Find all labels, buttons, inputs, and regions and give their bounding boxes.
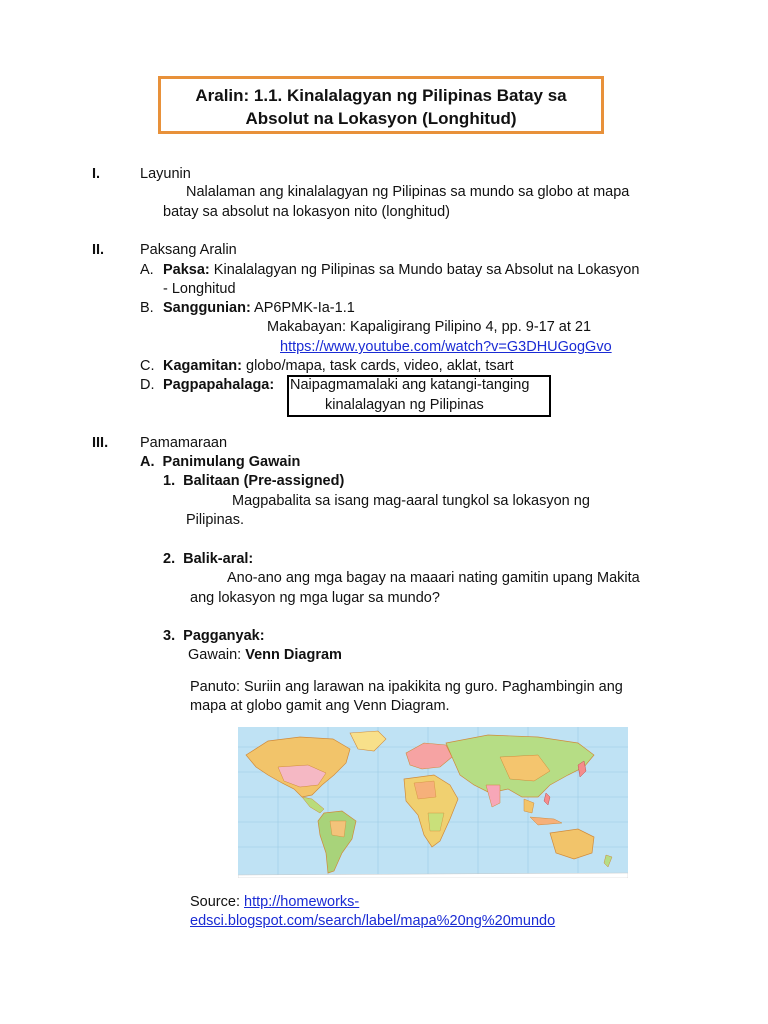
section1-text-line1: Nalalaman ang kinalalagyan ng Pilipinas sa mundo sa globo at mapa — [186, 184, 630, 200]
section2-b-row — [163, 299, 355, 317]
section3-heading: Pamamaraan — [140, 435, 228, 451]
source-label: Source: — [190, 894, 240, 910]
balitaan-text-line2: Pilipinas. — [186, 512, 245, 528]
paksa-text: Kinalalagyan ng Pilipinas sa Mundo batay sa Absolut na Lokasyon — [213, 262, 640, 278]
section2-heading: Paksang Aralin — [140, 242, 237, 258]
section2-c-row — [163, 357, 514, 375]
panimulang-gawain-heading: A. Panimulang Gawain — [140, 454, 301, 470]
paksa-label: Paksa: — [163, 262, 210, 278]
panuto-line2: mapa at globo gamit ang Venn Diagram. — [190, 698, 450, 714]
section1-heading: Layunin — [140, 166, 191, 182]
source-link-part2[interactable]: edsci.blogspot.com/search/label/mapa%20ng%20mundo — [190, 913, 556, 929]
balitaan-text-line1: Magpabalita sa isang mag-aaral tungkol sa lokasyon ng — [232, 493, 590, 509]
source-link-part1[interactable]: http://homeworks- — [244, 894, 360, 910]
section1-text-line2: batay sa absolut na lokasyon nito (longhitud) — [163, 204, 450, 220]
section2-numeral: II. — [92, 242, 105, 258]
pagpapahalaga-text: Naipagmamalaki ang katangi-tanging — [290, 377, 530, 393]
balitaan-heading: 1. Balitaan (Pre-assigned) — [163, 473, 345, 489]
sanggunian-label: Sanggunian: — [163, 300, 251, 316]
world-map-graphic — [238, 727, 628, 878]
lesson-title-box — [158, 76, 604, 134]
section3-numeral: III. — [92, 435, 109, 451]
section2-c-marker: C. — [140, 358, 155, 374]
gawain-row — [188, 646, 342, 664]
kagamitan-text: globo/mapa, task cards, video, aklat, tsart — [246, 358, 514, 374]
source-row — [190, 893, 359, 911]
section1-numeral: I. — [92, 166, 101, 182]
world-map-image — [238, 727, 628, 878]
pagpapahalaga-label: Pagpapahalaga: — [163, 377, 275, 393]
balik-aral-heading: 2. Balik-aral: — [163, 551, 254, 567]
section2-a-row — [163, 261, 639, 279]
section2-d-marker: D. — [140, 377, 155, 393]
section2-a-marker: A. — [140, 262, 154, 278]
kagamitan-label: Kagamitan: — [163, 358, 242, 374]
paksa-text-line2: - Longhitud — [163, 281, 236, 297]
section2-b-marker: B. — [140, 300, 154, 316]
pagganyak-heading: 3. Pagganyak: — [163, 628, 265, 644]
lesson-title-line2: Absolut na Lokasyon (Longhitud) — [245, 109, 517, 128]
sanggunian-code: AP6PMK-Ia-1.1 — [254, 300, 355, 316]
lesson-title-line1: Aralin: 1.1. Kinalalagyan ng Pilipinas Batay sa — [195, 86, 567, 105]
gawain-value: Venn Diagram — [245, 647, 342, 663]
balik-aral-text-line1: Ano-ano ang mga bagay na maaari nating gamitin upang Makita — [227, 570, 640, 586]
sanggunian-book: Makabayan: Kapaligirang Pilipino 4, pp. 9-17 at 21 — [267, 319, 592, 335]
gawain-label: Gawain: — [188, 647, 242, 663]
youtube-link[interactable]: https://www.youtube.com/watch?v=G3DHUGogGvo — [280, 339, 612, 355]
balik-aral-text-line2: ang lokasyon ng mga lugar sa mundo? — [190, 590, 440, 606]
pagpapahalaga-text-line2: kinalalagyan ng Pilipinas — [325, 397, 484, 413]
panuto-line1: Panuto: Suriin ang larawan na ipakikita ng guro. Paghambingin ang — [190, 679, 623, 695]
